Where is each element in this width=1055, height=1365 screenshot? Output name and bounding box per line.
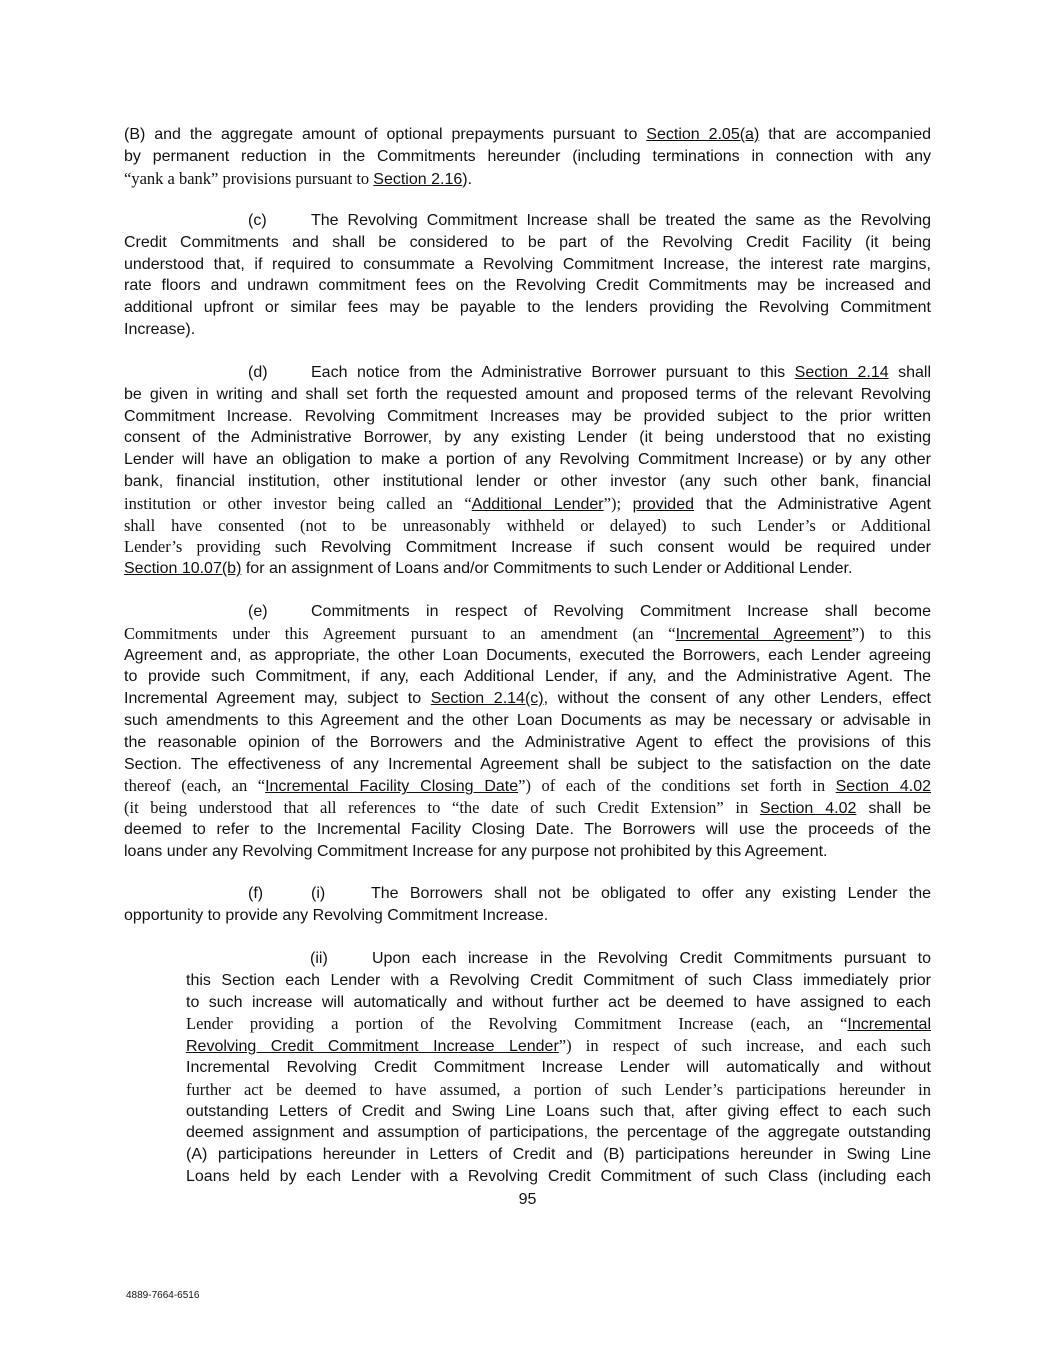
document-id: 4889-7664-6516 xyxy=(126,1290,200,1301)
text-line: Commitments under this Agreement pursuant to an amendment (an “Incremental Agreement”) to this xyxy=(124,623,931,643)
page-number: 95 xyxy=(518,1191,537,1208)
text-line: thereof (each, an “Incremental Facility Closing Date”) of each of the conditions set forth in Section 4.02 xyxy=(124,776,931,796)
text-line: Agreement and, as appropriate, the other Loan Documents, executed the Borrowers, each Lender agreeing xyxy=(124,646,931,664)
text-line: to provide such Commitment, if any, each Additional Lender, if any, and the Administrative Agent. The xyxy=(124,668,931,686)
text-line: loans under any Revolving Commitment Increase for any purpose not prohibited by this Agreement. xyxy=(124,842,828,860)
defined-term: Incremental Agreement xyxy=(675,625,852,643)
paragraph-e xyxy=(124,601,931,863)
text-line: (e) Commitments in respect of Revolving Commitment Increase shall become xyxy=(124,601,931,623)
text-line: by permanent reduction in the Commitments hereunder (including terminations in connection with any xyxy=(124,147,931,165)
intro-paragraph xyxy=(124,124,931,189)
text-line: (ii) Upon each increase in the Revolving Credit Commitments pursuant to xyxy=(186,948,931,970)
text-line: Incremental Agreement may, subject to Section 2.14(c), without the consent of any other Lenders, effect xyxy=(124,690,931,708)
text-line: shall have consented (not to be unreasonably withheld or delayed) to such Lender’s or Additional xyxy=(124,515,931,535)
text-line: Increase). xyxy=(124,320,196,338)
section-reference-link[interactable]: Section 4.02 xyxy=(835,778,931,796)
text-line: rate floors and undrawn commitment fees on the Revolving Credit Commitments may be increased and xyxy=(124,277,931,295)
text-line: Section 10.07(b) for an assignment of Loans and/or Commitments to such Lender or Additional Lender. xyxy=(124,560,853,578)
text-line: bank, financial institution, other institutional lender or other investor (any such other bank, financial xyxy=(124,472,931,490)
paragraph-c xyxy=(124,210,931,341)
text-line: Revolving Credit Commitment Increase Lender”) in respect of such increase, and each such xyxy=(186,1036,931,1056)
paragraph-f-i xyxy=(124,883,931,927)
text-line: (A) participations hereunder in Letters of Credit and (B) participations hereunder in Swing Line xyxy=(186,1146,931,1164)
text-line: institution or other investor being called an “Additional Lender”); provided that the Administrative Agent xyxy=(124,493,932,513)
text-line: additional upfront or similar fees may be payable to the lenders providing the Revolving Commitment xyxy=(124,299,931,317)
defined-term: Incremental xyxy=(847,1016,931,1034)
text-line: deemed to refer to the Incremental Facility Closing Date. The Borrowers will use the proceeds of the xyxy=(124,820,931,838)
paragraph-label: (f) xyxy=(248,885,264,902)
paragraph-f-ii xyxy=(186,948,931,1188)
section-reference-link[interactable]: Section 2.16 xyxy=(373,170,463,188)
paragraph-label: (d) xyxy=(248,364,268,381)
defined-term: provided xyxy=(632,495,694,513)
text-line: deemed assignment and assumption of participations, the percentage of the aggregate outstanding xyxy=(186,1124,931,1142)
section-reference-link[interactable]: Section 10.07(b) xyxy=(124,560,242,578)
text-line: the reasonable opinion of the Borrowers and the Administrative Agent to effect the provisions of this xyxy=(124,733,931,751)
text-line: Incremental Revolving Credit Commitment Increase Lender will automatically and without xyxy=(186,1058,931,1076)
subparagraph-label: (i) xyxy=(311,885,326,902)
text-line: Lender will have an obligation to make a portion of any Revolving Commitment Increase) or by any other xyxy=(124,451,931,469)
section-reference-link[interactable]: Section 2.14(c) xyxy=(430,690,544,708)
text-line: this Section each Lender with a Revolving Credit Commitment of such Class immediately prior xyxy=(186,971,931,989)
text-line: Commitment Increase. Revolving Commitment Increases may be provided subject to the prior written xyxy=(124,407,931,425)
text-line: such amendments to this Agreement and the other Loan Documents as may be necessary or advisable in xyxy=(124,711,931,729)
text-line: (f) (i) The Borrowers shall not be obligated to offer any existing Lender the xyxy=(124,883,931,905)
text-line: opportunity to provide any Revolving Commitment Increase. xyxy=(124,906,549,924)
defined-term: Revolving Credit Commitment Increase Lender xyxy=(186,1038,559,1056)
text-line: (c) The Revolving Commitment Increase shall be treated the same as the Revolving xyxy=(124,210,931,232)
text-line: (it being understood that all references to “the date of such Credit Extension” in Section 4.02 shall be xyxy=(124,798,932,818)
text-line: Loans held by each Lender with a Revolving Credit Commitment of such Class (including each xyxy=(186,1167,931,1185)
section-reference-link[interactable]: Section 2.14 xyxy=(794,364,889,381)
text-line: (d) Each notice from the Administrative Borrower pursuant to this Section 2.14 shall xyxy=(124,362,931,384)
paragraph-d xyxy=(124,362,931,580)
paragraph-label: (c) xyxy=(248,212,267,229)
text-line: (B) and the aggregate amount of optional prepayments pursuant to Section 2.05(a) that are accompanied xyxy=(124,126,931,143)
section-reference-link[interactable]: Section 2.05(a) xyxy=(646,126,760,143)
defined-term: Additional Lender xyxy=(471,495,604,513)
text-line: further act be deemed to have assumed, a portion of such Lender’s participations hereunder in xyxy=(186,1079,931,1099)
text-line: Credit Commitments and shall be considered to be part of the Revolving Credit Facility (it being xyxy=(124,233,931,251)
text-line: Section. The effectiveness of any Incremental Agreement shall be subject to the satisfaction on the date xyxy=(124,755,931,773)
text-line: outstanding Letters of Credit and Swing Line Loans such that, after giving effect to each such xyxy=(186,1102,931,1120)
text-line: understood that, if required to consummate a Revolving Commitment Increase, the interest rate margins, xyxy=(124,255,931,273)
text-line: “yank a bank” provisions pursuant to Section 2.16). xyxy=(124,168,473,188)
section-reference-link[interactable]: Section 4.02 xyxy=(759,800,857,818)
text-line: consent of the Administrative Borrower, by any existing Lender (it being understood that no existing xyxy=(124,429,931,447)
text-line: Lender providing a portion of the Revolving Commitment Increase (each, an “Incremental xyxy=(186,1014,931,1034)
subparagraph-label: (ii) xyxy=(310,950,328,967)
text-line: be given in writing and shall set forth the requested amount and proposed terms of the relevant Revolving xyxy=(124,385,931,403)
text-line: Lender’s providing such Revolving Commitment Increase if such consent would be required under xyxy=(124,537,931,557)
defined-term: Incremental Facility Closing Date xyxy=(265,778,519,796)
paragraph-label: (e) xyxy=(248,603,268,620)
text-line: to such increase will automatically and without further act be deemed to have assigned to each xyxy=(186,993,931,1011)
